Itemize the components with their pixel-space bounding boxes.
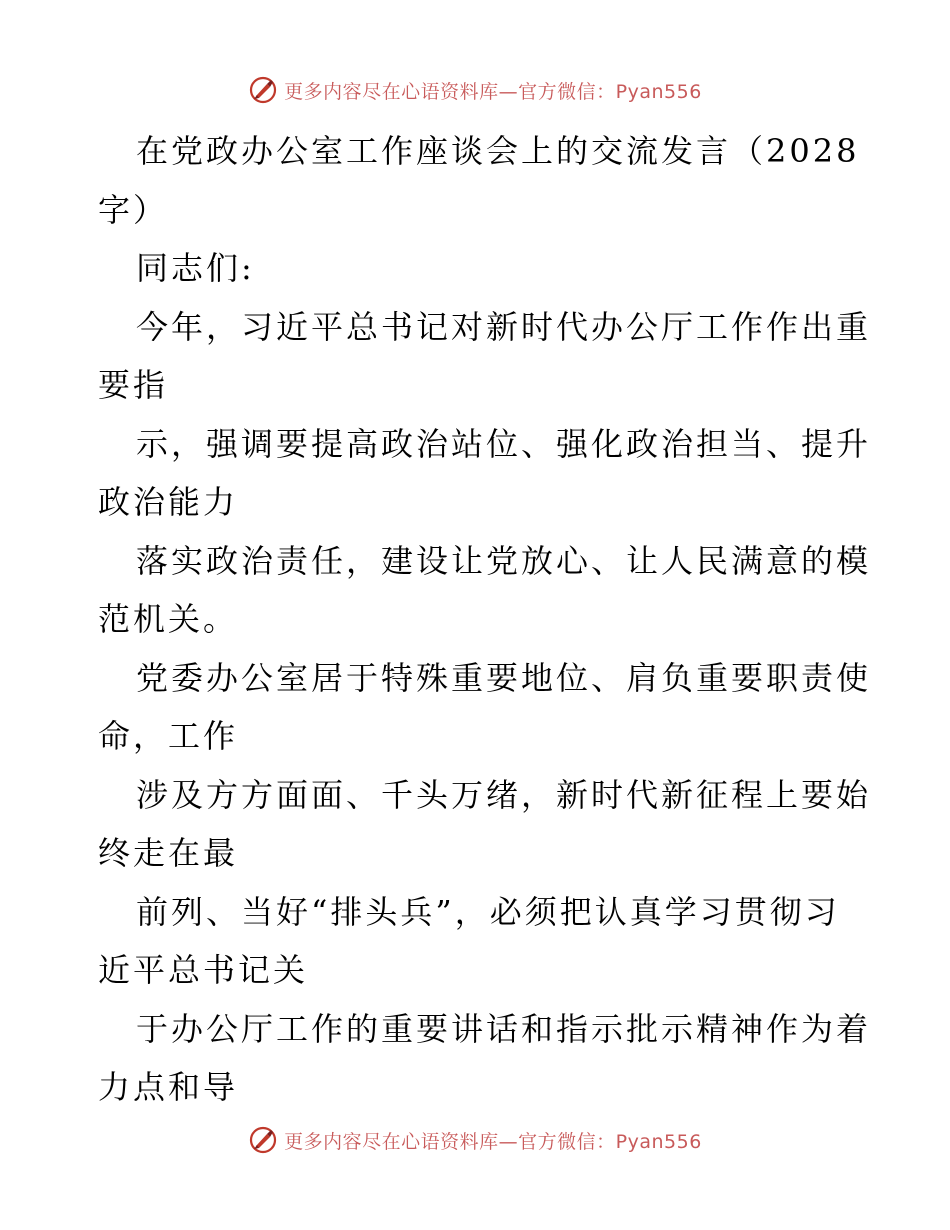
text-line: 范机关。 xyxy=(98,600,239,638)
text-line: 党委办公室居于特殊重要地位、肩负重要职责使 xyxy=(136,658,872,697)
text-line: 字） xyxy=(98,190,169,229)
text-line: 命，工作 xyxy=(98,717,239,755)
text-line: 于办公厅工作的重要讲话和指示批示精神作为着 xyxy=(136,1009,872,1048)
header-watermark-text: 更多内容尽在心语资料库—官方微信：Pyan556 xyxy=(284,80,702,103)
text-line: 同志们: xyxy=(136,249,255,287)
text-line: 力点和导 xyxy=(98,1068,239,1106)
document-body xyxy=(98,122,872,1117)
pen-logo-icon xyxy=(248,1125,278,1155)
text-line: 政治能力 xyxy=(98,483,239,521)
text-line: 前列、当好“排头兵”，必须把认真学习贯彻习 xyxy=(136,892,840,931)
text-line: 示，强调要提高政治站位、强化政治担当、提升 xyxy=(136,424,872,463)
text-line: 今年，习近平总书记对新时代办公厅工作作出重 xyxy=(136,307,872,346)
text-line: 在党政办公室工作座谈会上的交流发言（2028 xyxy=(136,132,860,170)
text-line: 终走在最 xyxy=(98,834,239,872)
text-line: 要指 xyxy=(98,366,169,404)
text-line: 落实政治责任，建设让党放心、让人民满意的模 xyxy=(136,541,872,580)
text-line: 涉及方方面面、千头万绪，新时代新征程上要始 xyxy=(136,775,872,814)
footer-watermark-text: 更多内容尽在心语资料库—官方微信：Pyan556 xyxy=(284,1130,702,1153)
text-line: 近平总书记关 xyxy=(98,951,309,989)
header-watermark-banner xyxy=(0,70,950,110)
pen-logo-icon xyxy=(248,75,278,105)
footer-watermark-banner xyxy=(0,1120,950,1160)
